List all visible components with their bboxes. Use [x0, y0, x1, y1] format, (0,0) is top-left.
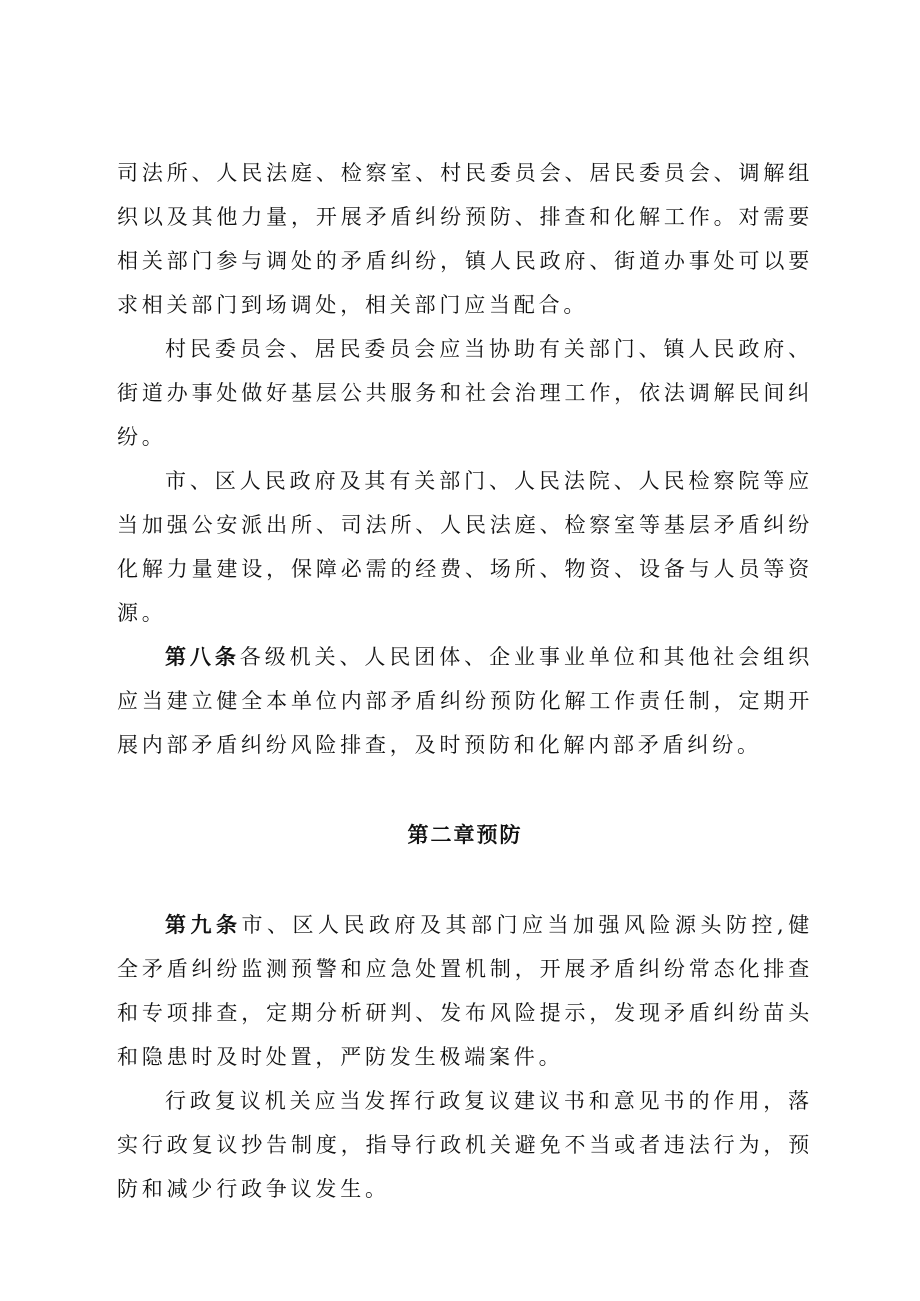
paragraph-administrative-review: 行政复议机关应当发挥行政复议建议书和意见书的作用，落实行政复议抄告制度，指导行政机关避免不当或者违法行为，预防和减少行政争议发生。	[117, 1089, 813, 1201]
document-page	[117, 151, 813, 1211]
article-8-label: 第八条	[165, 645, 240, 669]
article-9-text: 市、区人民政府及其部门应当加强风险源头防控,健全矛盾纠纷监测预警和应急处置机制，开展矛盾纠纷常态化排查和专项排查，定期分析研判、发布风险提示，发现矛盾纠纷苗头和隐患时及时处置，严防发生极端案件。	[117, 913, 814, 1069]
paragraph-village-committees: 村民委员会、居民委员会应当协助有关部门、镇人民政府、街道办事处做好基层公共服务和社会治理工作，依法调解民间纠纷。	[117, 337, 813, 449]
paragraph-government-support: 市、区人民政府及其有关部门、人民法院、人民检察院等应当加强公安派出所、司法所、人民法庭、检察室等基层矛盾纠纷化解力量建设，保障必需的经费、场所、物资、设备与人员等资源。	[117, 469, 813, 625]
paragraph-continuation: 司法所、人民法庭、检察室、村民委员会、居民委员会、调解组织以及其他力量，开展矛盾纠纷预防、排查和化解工作。对需要相关部门参与调处的矛盾纠纷，镇人民政府、街道办事处可以要求相关部门到场调处，相关部门应当配合。	[117, 161, 813, 317]
article-8-text: 各级机关、人民团体、企业事业单位和其他社会组织应当建立健全本单位内部矛盾纠纷预防化解工作责任制，定期开展内部矛盾纠纷风险排查，及时预防和化解内部矛盾纠纷。	[117, 645, 813, 757]
article-8	[117, 635, 813, 767]
article-9	[117, 903, 813, 1079]
article-9-label: 第九条	[165, 913, 242, 937]
chapter-title: 第二章预防	[407, 823, 523, 847]
